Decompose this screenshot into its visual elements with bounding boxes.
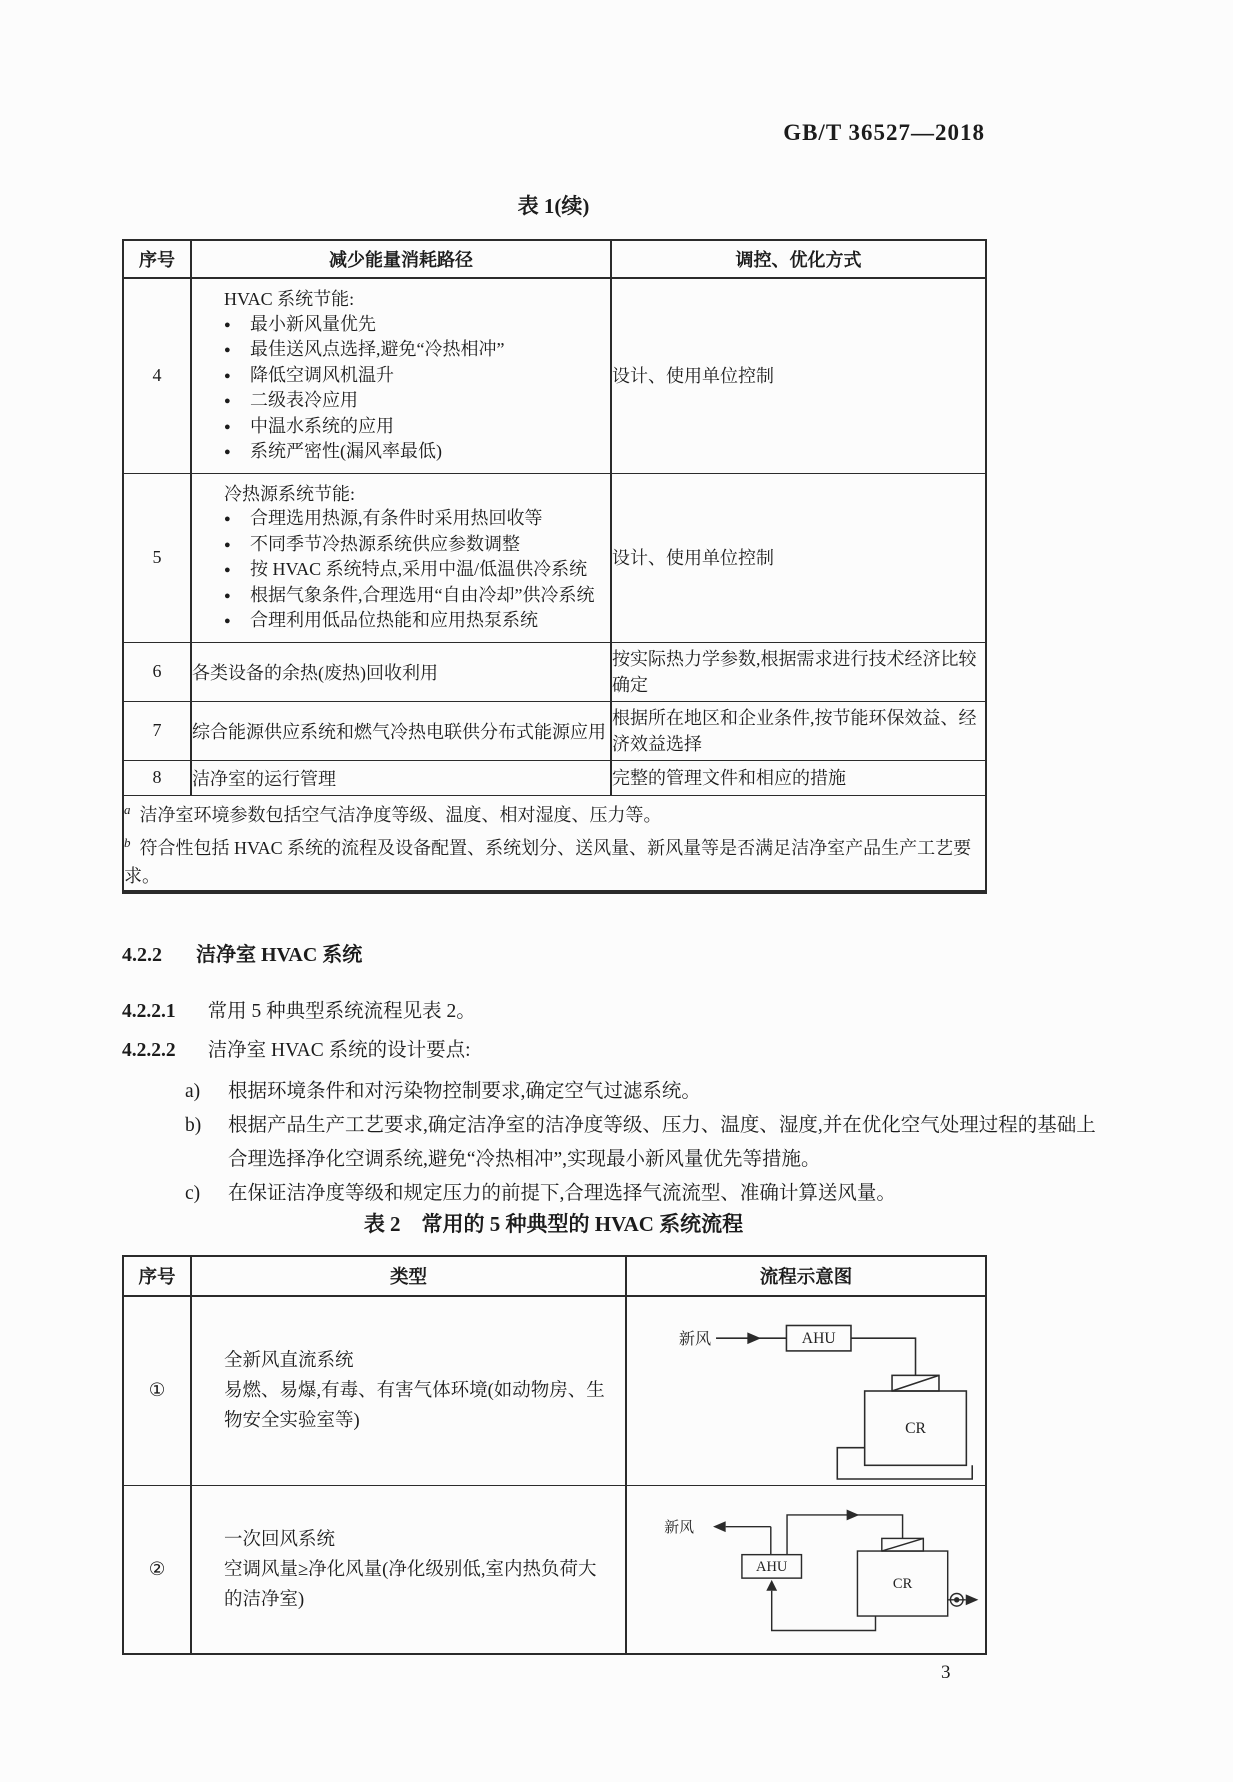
row7-path: 综合能源供应系统和燃气冷热电联供分布式能源应用 [191, 701, 611, 760]
footnote-b-text: 符合性包括 HVAC 系统的流程及设备配置、系统划分、送风量、新风量等是否满足洁净室产品生产工艺要求。 [124, 837, 972, 886]
table1-header-row [123, 240, 986, 278]
row8-num: 8 [123, 760, 191, 795]
t2row2-type-name: 一次回风系统 [224, 1529, 336, 1550]
section-4-2-2 [122, 938, 1114, 1211]
row4-num: 4 [123, 278, 191, 473]
paragraph-number: 4.2.2.2 [122, 1040, 176, 1061]
list-item: ● 最小新风量优先 [224, 312, 600, 338]
item-marker: b) [185, 1115, 202, 1136]
row6-ctrl: 按实际热力学参数,根据需求进行技术经济比较确定 [611, 642, 986, 701]
table-row-4 [123, 278, 986, 473]
table1-footnotes [123, 795, 986, 892]
paragraph-4-2-2-2 [122, 1036, 1114, 1066]
item-text: 根据产品生产工艺要求,确定洁净室的洁净度等级、压力、温度、湿度,并在优化空气处理过程的基础上合理选择净化空调系统,避免“冷热相冲”,实现最小新风量优先等措施。 [228, 1115, 1096, 1170]
list-item: ● 系统严密性(漏风率最低) [224, 439, 600, 465]
arrow-up-icon [766, 1579, 777, 1590]
list-item: ● 中温水系统的应用 [224, 414, 600, 440]
row6-num: 6 [123, 642, 191, 701]
fresh-air-label: 新风 [678, 1331, 712, 1349]
row5-num: 5 [123, 473, 191, 642]
section-heading [122, 938, 1114, 967]
table1-block [122, 190, 985, 894]
footnote-a-text: 洁净室环境参数包括空气洁净度等级、温度、相对湿度、压力等。 [139, 804, 662, 825]
t2row1-type [191, 1296, 626, 1486]
row5-bullet-list [224, 506, 600, 634]
list-item-c [185, 1177, 1114, 1211]
row4-path [191, 278, 611, 473]
row5-path [191, 473, 611, 642]
table2-col-num: 序号 [123, 1256, 191, 1296]
list-item: ● 不同季节冷热源系统供应参数调整 [224, 532, 600, 558]
t2row1-num: ① [123, 1296, 191, 1486]
row8-ctrl: 完整的管理文件和相应的措施 [611, 760, 986, 795]
row4-bullet-list [224, 312, 600, 465]
t2row2-diagram-cell [626, 1486, 986, 1655]
t2row2-type [191, 1486, 626, 1655]
list-item-a [185, 1075, 1114, 1109]
t2row1-type-desc: 易燃、易爆,有毒、有害气体环境(如动物房、生物安全实验室等) [224, 1381, 605, 1431]
standard-number: GB/T 36527—2018 [783, 120, 985, 145]
page-number: 3 [941, 1662, 951, 1683]
t2row1-type-name: 全新风直流系统 [224, 1351, 354, 1371]
table-row-8 [123, 760, 986, 795]
list-item: ● 降低空调风机温升 [224, 363, 600, 389]
row5-ctrl: 设计、使用单位控制 [611, 473, 986, 642]
paragraph-number: 4.2.2.1 [122, 1001, 176, 1022]
arrow-right-icon [847, 1509, 860, 1520]
table2-row-2 [123, 1486, 986, 1655]
row4-path-title: HVAC 系统节能: [224, 289, 355, 309]
row5-path-title: 冷热源系统节能: [224, 483, 356, 504]
t2row1-diagram-cell [626, 1296, 986, 1486]
table1-col-ctrl: 调控、优化方式 [611, 240, 986, 278]
row7-num: 7 [123, 701, 191, 760]
table2-block [122, 1208, 985, 1655]
list-item: ● 按 HVAC 系统特点,采用中温/低温供冷系统 [224, 557, 600, 583]
table-row-6 [123, 642, 986, 701]
hvac-flow-diagram-once-through [630, 1297, 982, 1485]
row4-ctrl: 设计、使用单位控制 [611, 278, 986, 473]
list-item: ● 最佳送风点选择,避免“冷热相冲” [224, 337, 600, 363]
footnote-b-marker: b [124, 834, 131, 850]
item-text: 在保证洁净度等级和规定压力的前提下,合理选择气流流型、准确计算送风量。 [228, 1183, 896, 1204]
list-item: ● 合理利用低品位热能和应用热泵系统 [224, 608, 600, 634]
footnote-b [124, 829, 985, 890]
item-text: 根据环境条件和对污染物控制要求,确定空气过滤系统。 [228, 1081, 701, 1102]
row6-path: 各类设备的余热(废热)回收利用 [191, 642, 611, 701]
table1-col-path: 减少能量消耗路径 [191, 240, 611, 278]
table2-row-1 [123, 1296, 986, 1486]
table-row-5 [123, 473, 986, 642]
table1-col-num: 序号 [123, 240, 191, 278]
table1-footnote-row [123, 795, 986, 892]
item-marker: a) [185, 1081, 201, 1102]
list-item-b [185, 1109, 1114, 1177]
table2-col-type: 类型 [191, 1256, 626, 1296]
footnote-a-marker: a [124, 801, 131, 817]
paragraph-text: 常用 5 种典型系统流程见表 2。 [207, 1001, 476, 1022]
table1 [122, 239, 987, 894]
list-item: ● 合理选用热源,有条件时采用热回收等 [224, 506, 600, 532]
t2row2-num: ② [123, 1486, 191, 1655]
table1-title: 表 1(续) [517, 194, 590, 218]
row7-ctrl: 根据所在地区和企业条件,按节能环保效益、经济效益选择 [611, 701, 986, 760]
paragraph-text: 洁净室 HVAC 系统的设计要点: [207, 1040, 471, 1061]
arrow-right-icon [966, 1594, 979, 1605]
list-item: ● 根据气象条件,合理选用“自由冷却”供冷系统 [224, 583, 600, 609]
ahu-label: AHU [801, 1330, 836, 1348]
cleanroom-label: CR [892, 1575, 913, 1592]
arrow-left-icon [713, 1521, 726, 1532]
item-marker: c) [185, 1183, 201, 1204]
arrow-right-icon [747, 1332, 761, 1344]
section-heading-text: 洁净室 HVAC 系统 [196, 944, 363, 966]
table2-header-row [123, 1256, 986, 1296]
table2-col-diagram: 流程示意图 [626, 1256, 986, 1296]
row8-path: 洁净室的运行管理 [191, 760, 611, 795]
paragraph-4-2-2-1 [122, 997, 1114, 1027]
t2row2-type-desc: 空调风量≥净化风量(净化级别低,室内热负荷大的洁净室) [224, 1559, 597, 1610]
footnote-a [124, 796, 985, 829]
table2-title: 表 2 常用的 5 种典型的 HVAC 系统流程 [363, 1212, 744, 1236]
ahu-label: AHU [756, 1558, 788, 1575]
table2 [122, 1255, 987, 1655]
fresh-air-label: 新风 [664, 1519, 695, 1536]
hvac-flow-diagram-single-return [630, 1491, 982, 1649]
section-heading-number: 4.2.2 [122, 944, 162, 966]
cleanroom-label: CR [905, 1420, 926, 1438]
table-row-7 [123, 701, 986, 760]
list-item: ● 二级表冷应用 [224, 388, 600, 414]
